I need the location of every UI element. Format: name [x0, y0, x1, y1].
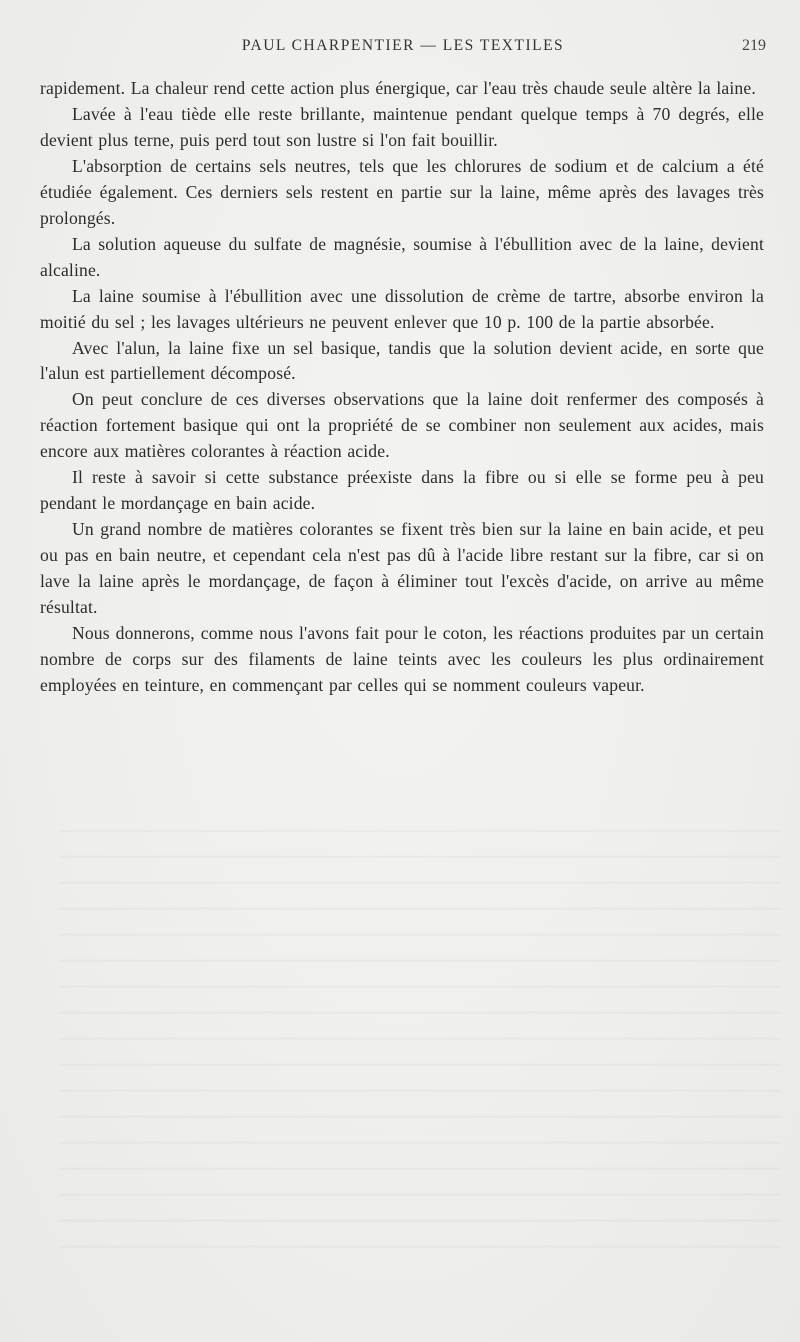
paragraph: On peut conclure de ces diverses observations que la laine doit renfermer des composés à réaction fortement basique qui ont la propriété de se combiner non seulement aux acides, mais encore aux matières colorantes à réaction acide.	[40, 389, 764, 462]
paragraph: La laine soumise à l'ébullition avec une dissolution de crème de tartre, absorbe environ la moitié du sel ; les lavages ultérieurs ne peuvent enlever que 10 p. 100 de la partie absorbée.	[40, 285, 764, 332]
paragraph: Avec l'alun, la laine fixe un sel basique, tandis que la solution devient acide, en sorte que l'alun est partiellement décomposé.	[40, 337, 764, 384]
paragraph: La solution aqueuse du sulfate de magnésie, soumise à l'ébullition avec de la laine, devient alcaline.	[40, 233, 764, 280]
paragraph: Lavée à l'eau tiède elle reste brillante, maintenue pendant quelque temps à 70 degrés, elle devient plus terne, puis perd tout son lustre si l'on fait bouillir.	[40, 103, 764, 150]
running-head	[40, 37, 766, 59]
paragraph: Il reste à savoir si cette substance préexiste dans la fibre ou si elle se forme peu à peu pendant le mordançage en bain acide.	[40, 467, 764, 514]
paragraph: Nous donnerons, comme nous l'avons fait pour le coton, les réactions produites par un certain nombre de corps sur des filaments de laine teints avec les couleurs les plus ordinairement employées en teinture, en commençant par celles qui se nomment couleurs vapeur.	[40, 623, 764, 695]
running-head-title: PAUL CHARPENTIER — LES TEXTILES	[241, 37, 565, 54]
page-number: 219	[742, 37, 766, 54]
body-text	[40, 76, 764, 699]
paragraph: Un grand nombre de matières colorantes se fixent très bien sur la laine en bain acide, et peu ou pas en bain neutre, et cependant cela n'est pas dû à l'acide libre restant sur la fibre, car si on lave la laine après le mordançage, de façon à éliminer tout l'excès d'acide, on arrive au même résultat.	[40, 519, 764, 618]
show-through-texture	[60, 830, 780, 1270]
paragraph: L'absorption de certains sels neutres, tels que les chlorures de sodium et de calcium a été étudiée également. Ces derniers sels restent en partie sur la laine, même après des lavages très prolongés.	[40, 155, 764, 228]
paragraph: rapidement. La chaleur rend cette action plus énergique, car l'eau très chaude seule altère la laine.	[40, 78, 756, 98]
